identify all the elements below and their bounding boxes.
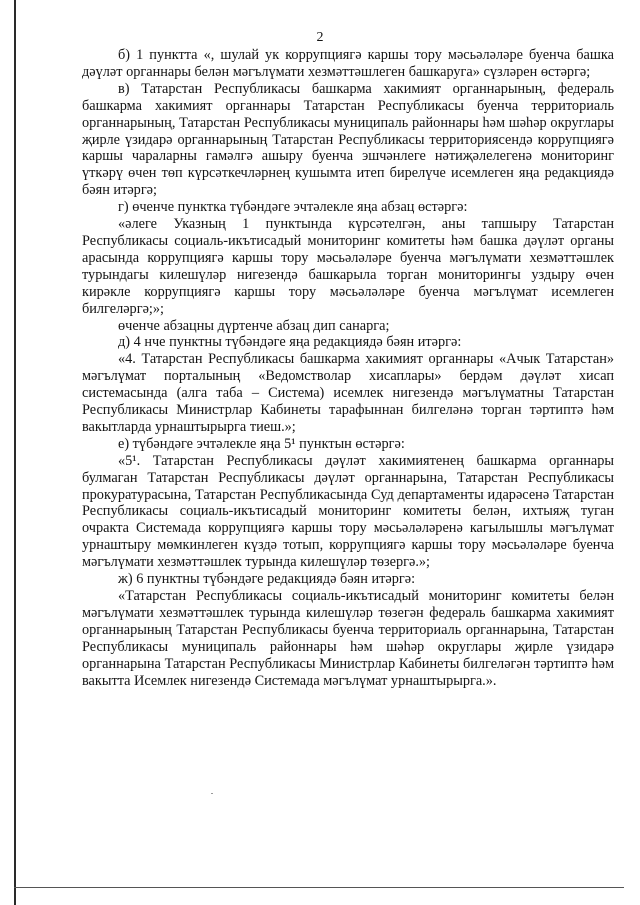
paragraph-zh: ж) 6 пунктны түбәндәге редакциядә бәян итәргә:: [118, 571, 416, 588]
paragraph-g: г) өченче пунктка түбәндәге эчтәлекле яңа абзац өстәргә:: [118, 199, 468, 216]
paragraph-g-renumber: өченче абзацны дүртенче абзац дип санарга;: [118, 317, 390, 334]
document-body: [82, 47, 614, 689]
left-scan-rule: [14, 0, 16, 905]
paragraph-e: е) түбәндәге эчтәлекле яңа 5¹ пунктын өстәргә:: [118, 435, 405, 452]
paragraph-e-quote: «5¹. Татарстан Республикасы дәүләт хакимиятенең башкарма органнары булмаган Татарстан Республикасы дәүләт органнарына, Татарстан Республикасы прокуратурасына, Татарстан Республикасында Суд департаменты идарәсенә Татарстан Республикасы социаль-икътисадый мониторинг комитеты белән, ихтыяҗ туган очракта Системада коррупциягә каршы тору мәсьәләләренә кагылышлы мәгълүмат урнаштыру мөмкинлеген күздә тотып, коррупциягә каршы тору мәсьәләләре буенча мәгълүмати хезмәттәшлек турында килешүләр төзергә.»;: [82, 452, 614, 571]
paragraph-g-quote: «әлеге Указның 1 пунктында күрсәтелгән, аны тапшыру Татарстан Республикасы социаль-икътисадый мониторинг комитеты һәм башка дәүләт органы арасында коррупциягә каршы тору мәсьәләләре буенча мәгълүмати хезмәттәшлек турындагы килешүләр нигезендә башкарыла торган мониторингы уздыру өчен кирәкле коррупциягә каршы тору мәсьәләләре буенча мәгълүмат исемлеген билгеләргә;»;: [82, 216, 614, 317]
paragraph-v: в) Татарстан Республикасы башкарма хакимият органнарының, федераль башкарма хакимият органнары Татарстан Республикасы буенча территориаль органнарының, Татарстан Республикасы муниципаль районнары һәм шәһәр округлары җирле үзидарә органнарының Татарстан Республикасы территориясендә коррупциягә каршы чараларны гамәлгә ашыру буенча эшчәнлеге нәтиҗәлелегенә мониторинг үткәрү өчен төп күрсәткечләрнең кушымта итеп бирелүче исемлеген яңа редакциядә бәян итәргә;: [82, 80, 614, 199]
scan-speck: [211, 793, 213, 794]
paragraph-zh-quote: «Татарстан Республикасы социаль-икътисадый мониторинг комитеты белән мәгълүмати хезмәттәшлек турында килешүләр төзегән федераль башкарма хакимият органнарының Татарстан Республикасы буенча территориаль органнарына, Татарстан Республикасы муниципаль районнары һәм шәһәр округлары җирле үзидарә органнарына Татарстан Республикасы Министрлар Кабинеты билгеләгән тәртиптә һәм вакытта Исемлек нигезендә Системада мәгълүмат урнаштырырга.».: [82, 588, 614, 689]
paragraph-d: д) 4 нче пунктны түбәндәге яңа редакциядә бәян итәргә:: [118, 334, 462, 351]
page-number: 2: [316, 30, 324, 45]
bottom-scan-rule: [14, 887, 624, 888]
paragraph-d-quote: «4. Татарстан Республикасы башкарма хакимият органнары «Ачык Татарстан» мәгълүмат порталының «Ведомстволар хисаплары» бердәм дәүләт хисап системасында (алга таба – Система) исемлек нигезендә мәгълүматны Татарстан Республикасы Министрлар Кабинеты тарафыннан билгеләнә торган тәртиптә һәм вакытларда урнаштырырга тиеш.»;: [82, 351, 614, 435]
paragraph-b: б) 1 пунктта «, шулай ук коррупциягә каршы тору мәсьәләләре буенча башка дәүләт органнары белән мәгълүмати хезмәттәшлеген башкаруга» сүзләрен өстәргә;: [82, 47, 614, 80]
